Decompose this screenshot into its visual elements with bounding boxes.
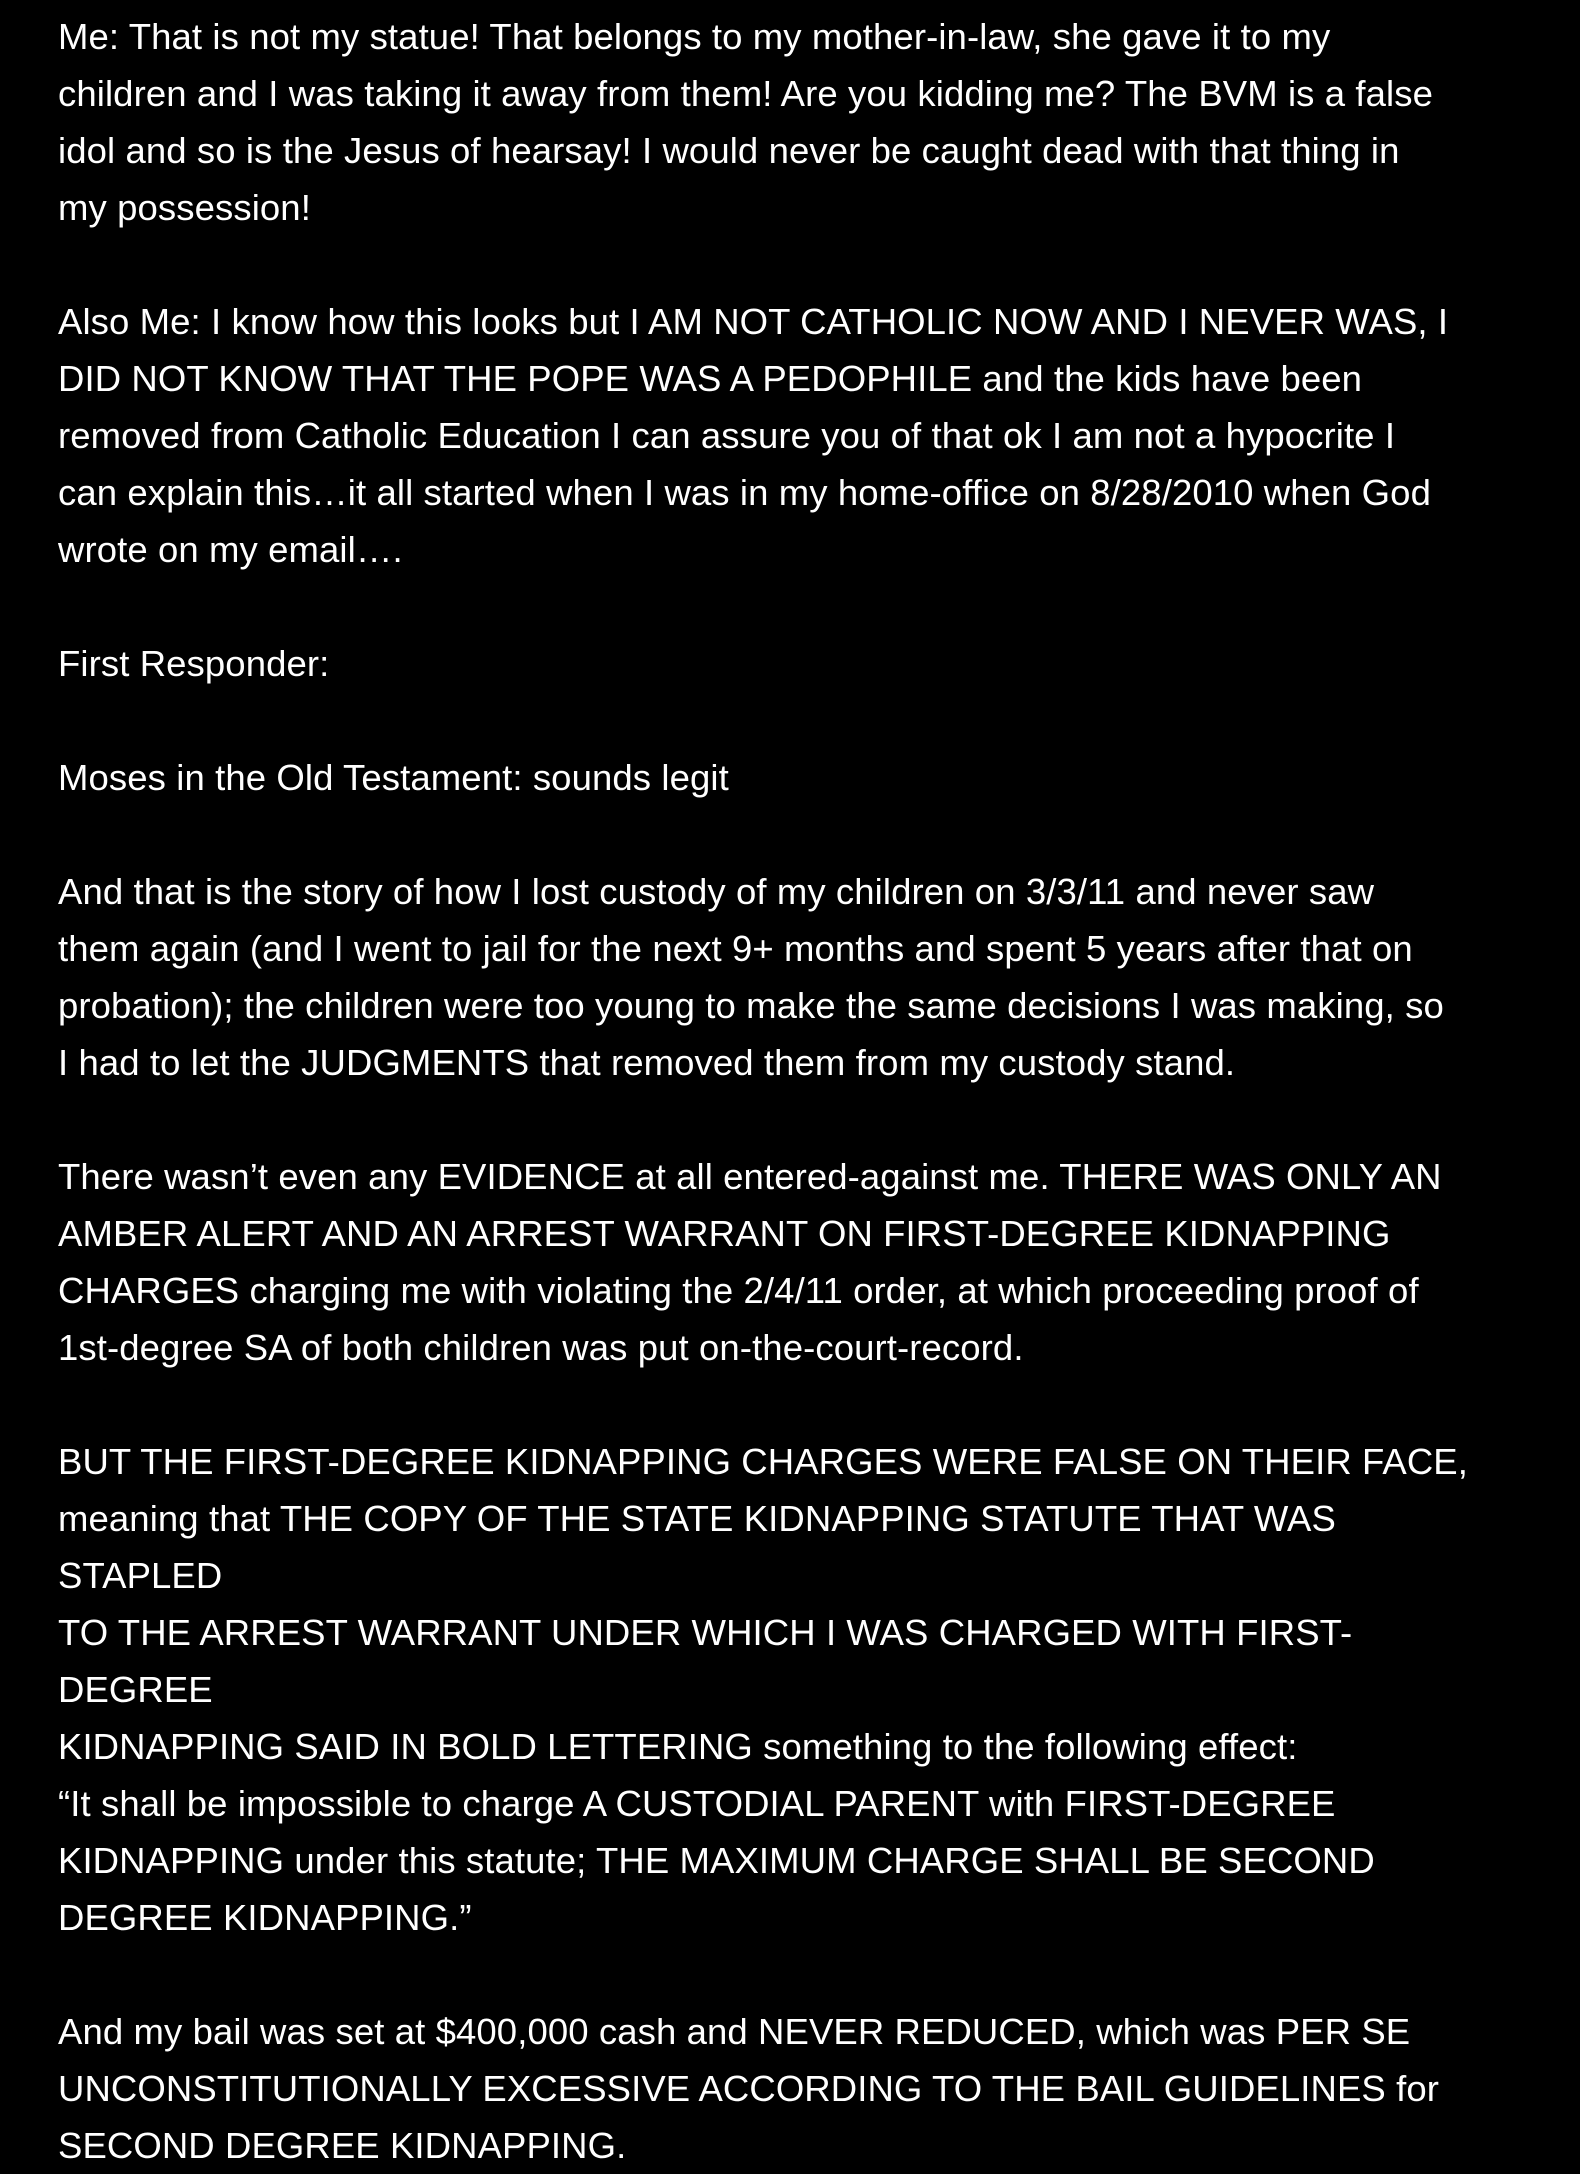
note-paragraph-moses: Moses in the Old Testament: sounds legit	[58, 757, 729, 798]
note-paragraph-also-me: Also Me: I know how this looks but I AM NOT CATHOLIC NOW AND I NEVER WAS, I DID NOT KNOW THAT THE POPE WAS A PEDOPHILE and the kids have been removed from Catholic Education I can assure you of that ok I am not a hypocrite I can explain this…it all started when I was in my home-office on 8/28/2010 when God wrote on my email….	[58, 301, 1449, 570]
note-paragraph-first-responder: First Responder:	[58, 643, 330, 684]
note-paragraph-custody: And that is the story of how I lost custody of my children on 3/3/11 and never saw them again (and I went to jail for the next 9+ months and spent 5 years after that on probation); the children were too young to make the same decisions I was making, so I had to let the JUDGMENTS that removed them from my custody stand.	[58, 871, 1444, 1083]
note-paragraph-evidence: There wasn’t even any EVIDENCE at all entered-against me. THERE WAS ONLY AN AMBER ALERT AND AN ARREST WARRANT ON FIRST-DEGREE KIDNAPPING CHARGES charging me with violating the 2/4/11 order, at which proceeding proof of 1st-degree SA of both children was put on-the-court-record.	[58, 1156, 1442, 1368]
note-paragraph-bail: And my bail was set at $400,000 cash and NEVER REDUCED, which was PER SE UNCONSTITUTIONALLY EXCESSIVE ACCORDING TO THE BAIL GUIDELINES for SECOND DEGREE KIDNAPPING.	[58, 2011, 1439, 2166]
note-paragraph-statue: Me: That is not my statue! That belongs to my mother-in-law, she gave it to my children and I was taking it away from them! Are you kidding me? The BVM is a false idol and so is the Jesus of hearsay! I would never be caught dead with that thing in my possession!	[58, 16, 1433, 228]
note-body[interactable]	[58, 8, 1498, 2174]
note-paragraph-charges: BUT THE FIRST-DEGREE KIDNAPPING CHARGES WERE FALSE ON THEIR FACE, meaning that THE COPY OF THE STATE KIDNAPPING STATUTE THAT WAS STAPLED TO THE ARREST WARRANT UNDER WHICH I WAS CHARGED WITH FIRST-DEGREE KIDNAPPING SAID IN BOLD LETTERING something to the following effect: “It shall be impossible to charge A CUSTODIAL PARENT with FIRST-DEGREE KIDNAPPING under this statute; THE MAXIMUM CHARGE SHALL BE SECOND DEGREE KIDNAPPING.”	[58, 1441, 1468, 1938]
